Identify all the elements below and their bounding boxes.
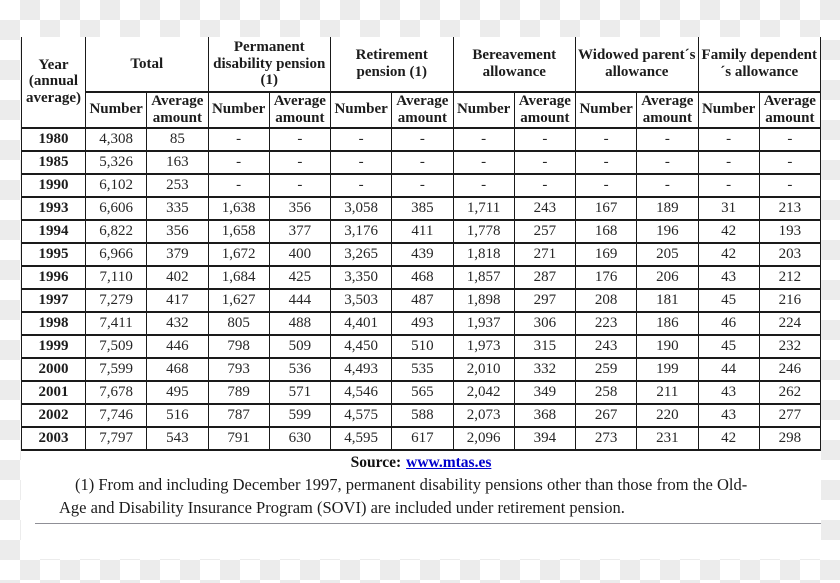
value-cell: 446 (147, 335, 208, 358)
value-cell: - (637, 151, 698, 174)
source-label: Source: (350, 453, 402, 471)
value-cell: 368 (514, 404, 575, 427)
value-cell: - (698, 174, 759, 197)
value-cell: - (392, 174, 453, 197)
table-row (22, 335, 821, 358)
value-cell: 536 (269, 358, 330, 381)
value-cell: - (269, 174, 330, 197)
value-cell: 1,684 (208, 266, 269, 289)
value-cell: - (331, 174, 392, 197)
value-cell: 1,778 (453, 220, 514, 243)
value-cell: - (453, 151, 514, 174)
value-cell: 212 (759, 266, 820, 289)
value-cell: 1,672 (208, 243, 269, 266)
value-cell: - (576, 174, 637, 197)
value-cell: 193 (759, 220, 820, 243)
group-header-permanent-disability: Permanent disability pension (1) (208, 37, 331, 92)
pension-table (21, 37, 821, 451)
value-cell: - (514, 128, 575, 151)
value-cell: 258 (576, 381, 637, 404)
value-cell: 6,966 (86, 243, 147, 266)
value-cell: 793 (208, 358, 269, 381)
table-row (22, 243, 821, 266)
value-cell: 349 (514, 381, 575, 404)
value-cell: 356 (269, 197, 330, 220)
year-cell: 1999 (22, 335, 86, 358)
value-cell: 385 (392, 197, 453, 220)
value-cell: 2,096 (453, 427, 514, 450)
year-cell: 1998 (22, 312, 86, 335)
value-cell: 444 (269, 289, 330, 312)
value-cell: 44 (698, 358, 759, 381)
value-cell: - (453, 174, 514, 197)
subheader-number: Number (86, 92, 147, 128)
value-cell: 417 (147, 289, 208, 312)
group-header-family-dependents-allowance: Family dependent´s allowance (698, 37, 821, 92)
value-cell: 259 (576, 358, 637, 381)
table-row (22, 312, 821, 335)
subheader-row (22, 92, 821, 128)
value-cell: 199 (637, 358, 698, 381)
value-cell: 267 (576, 404, 637, 427)
value-cell: 208 (576, 289, 637, 312)
value-cell: 516 (147, 404, 208, 427)
value-cell: 223 (576, 312, 637, 335)
value-cell: 377 (269, 220, 330, 243)
value-cell: 7,797 (86, 427, 147, 450)
value-cell: 535 (392, 358, 453, 381)
table-row (22, 381, 821, 404)
value-cell: - (392, 151, 453, 174)
group-header-total: Total (86, 37, 209, 92)
value-cell: 543 (147, 427, 208, 450)
value-cell: - (514, 151, 575, 174)
subheader-number: Number (698, 92, 759, 128)
value-cell: 617 (392, 427, 453, 450)
subheader-number: Number (331, 92, 392, 128)
value-cell: 1,857 (453, 266, 514, 289)
value-cell: 4,546 (331, 381, 392, 404)
value-cell: 509 (269, 335, 330, 358)
value-cell: 169 (576, 243, 637, 266)
value-cell: 42 (698, 220, 759, 243)
year-header: Year (annual average) (22, 37, 86, 128)
value-cell: 789 (208, 381, 269, 404)
bottom-rule (35, 523, 821, 524)
year-cell: 2000 (22, 358, 86, 381)
value-cell: 4,595 (331, 427, 392, 450)
value-cell: 181 (637, 289, 698, 312)
value-cell: - (637, 128, 698, 151)
value-cell: 31 (698, 197, 759, 220)
value-cell: 206 (637, 266, 698, 289)
value-cell: 273 (576, 427, 637, 450)
value-cell: 43 (698, 266, 759, 289)
group-header-row (22, 37, 821, 92)
value-cell: - (208, 128, 269, 151)
table-row (22, 358, 821, 381)
table-row (22, 289, 821, 312)
value-cell: 468 (392, 266, 453, 289)
value-cell: 787 (208, 404, 269, 427)
value-cell: 7,599 (86, 358, 147, 381)
subheader-average-amount: Average amount (514, 92, 575, 128)
value-cell: 439 (392, 243, 453, 266)
footnote-line-1: (1) From and including December 1997, permanent disability pensions other than those from the Old- (75, 475, 748, 495)
value-cell: 4,308 (86, 128, 147, 151)
value-cell: 4,450 (331, 335, 392, 358)
value-cell: 168 (576, 220, 637, 243)
value-cell: 315 (514, 335, 575, 358)
value-cell: 297 (514, 289, 575, 312)
value-cell: 186 (637, 312, 698, 335)
table-footer (21, 454, 821, 524)
value-cell: 3,265 (331, 243, 392, 266)
year-cell: 1994 (22, 220, 86, 243)
value-cell: 400 (269, 243, 330, 266)
value-cell: 220 (637, 404, 698, 427)
value-cell: 211 (637, 381, 698, 404)
value-cell: 332 (514, 358, 575, 381)
value-cell: 2,010 (453, 358, 514, 381)
value-cell: 176 (576, 266, 637, 289)
year-cell: 1996 (22, 266, 86, 289)
value-cell: 43 (698, 404, 759, 427)
value-cell: 4,401 (331, 312, 392, 335)
year-cell: 2003 (22, 427, 86, 450)
value-cell: - (269, 151, 330, 174)
table-row (22, 151, 821, 174)
value-cell: 167 (576, 197, 637, 220)
value-cell: 495 (147, 381, 208, 404)
value-cell: 231 (637, 427, 698, 450)
value-cell: 1,818 (453, 243, 514, 266)
value-cell: 468 (147, 358, 208, 381)
table-row (22, 427, 821, 450)
value-cell: 7,746 (86, 404, 147, 427)
value-cell: 6,822 (86, 220, 147, 243)
value-cell: 493 (392, 312, 453, 335)
year-cell: 1980 (22, 128, 86, 151)
value-cell: 3,503 (331, 289, 392, 312)
value-cell: 4,575 (331, 404, 392, 427)
footnote (59, 474, 805, 520)
value-cell: 630 (269, 427, 330, 450)
value-cell: 487 (392, 289, 453, 312)
value-cell: - (759, 128, 820, 151)
value-cell: 1,937 (453, 312, 514, 335)
value-cell: - (759, 151, 820, 174)
year-cell: 1995 (22, 243, 86, 266)
subheader-average-amount: Average amount (759, 92, 820, 128)
source-line (21, 454, 821, 473)
group-header-retirement-pension: Retirement pension (1) (331, 37, 454, 92)
value-cell: 1,627 (208, 289, 269, 312)
value-cell: 190 (637, 335, 698, 358)
value-cell: 306 (514, 312, 575, 335)
value-cell: 43 (698, 381, 759, 404)
value-cell: 45 (698, 335, 759, 358)
value-cell: 599 (269, 404, 330, 427)
value-cell: 203 (759, 243, 820, 266)
value-cell: 196 (637, 220, 698, 243)
value-cell: 425 (269, 266, 330, 289)
value-cell: 246 (759, 358, 820, 381)
value-cell: - (208, 174, 269, 197)
value-cell: 7,411 (86, 312, 147, 335)
value-cell: 2,073 (453, 404, 514, 427)
value-cell: 232 (759, 335, 820, 358)
value-cell: 42 (698, 427, 759, 450)
value-cell: - (576, 151, 637, 174)
value-cell: - (331, 128, 392, 151)
table-row (22, 174, 821, 197)
value-cell: 379 (147, 243, 208, 266)
subheader-average-amount: Average amount (637, 92, 698, 128)
value-cell: 7,509 (86, 335, 147, 358)
value-cell: 46 (698, 312, 759, 335)
value-cell: 411 (392, 220, 453, 243)
value-cell: 277 (759, 404, 820, 427)
value-cell: 1,658 (208, 220, 269, 243)
value-cell: 3,350 (331, 266, 392, 289)
value-cell: 1,638 (208, 197, 269, 220)
subheader-average-amount: Average amount (147, 92, 208, 128)
value-cell: 335 (147, 197, 208, 220)
value-cell: - (759, 174, 820, 197)
value-cell: 163 (147, 151, 208, 174)
value-cell: 7,678 (86, 381, 147, 404)
value-cell: - (208, 151, 269, 174)
value-cell: 262 (759, 381, 820, 404)
value-cell: - (698, 128, 759, 151)
subheader-average-amount: Average amount (392, 92, 453, 128)
value-cell: 216 (759, 289, 820, 312)
value-cell: - (331, 151, 392, 174)
table-row (22, 266, 821, 289)
value-cell: 257 (514, 220, 575, 243)
value-cell: 1,898 (453, 289, 514, 312)
subheader-number: Number (576, 92, 637, 128)
year-cell: 2002 (22, 404, 86, 427)
value-cell: 253 (147, 174, 208, 197)
value-cell: 2,042 (453, 381, 514, 404)
value-cell: - (698, 151, 759, 174)
value-cell: 205 (637, 243, 698, 266)
value-cell: 571 (269, 381, 330, 404)
value-cell: 243 (576, 335, 637, 358)
subheader-average-amount: Average amount (269, 92, 330, 128)
value-cell: 791 (208, 427, 269, 450)
value-cell: 1,973 (453, 335, 514, 358)
value-cell: 287 (514, 266, 575, 289)
table-row (22, 128, 821, 151)
group-header-bereavement-allowance: Bereavement allowance (453, 37, 576, 92)
subheader-number: Number (453, 92, 514, 128)
value-cell: 588 (392, 404, 453, 427)
value-cell: - (637, 174, 698, 197)
subheader-number: Number (208, 92, 269, 128)
value-cell: 7,279 (86, 289, 147, 312)
table-row (22, 220, 821, 243)
value-cell: 805 (208, 312, 269, 335)
value-cell: 402 (147, 266, 208, 289)
table-panel (21, 37, 821, 559)
year-cell: 2001 (22, 381, 86, 404)
footnote-line-2: Age and Disability Insurance Program (SOVI) are included under retirement pension. (59, 497, 625, 517)
year-cell: 1993 (22, 197, 86, 220)
value-cell: - (269, 128, 330, 151)
value-cell: 5,326 (86, 151, 147, 174)
year-cell: 1985 (22, 151, 86, 174)
value-cell: 224 (759, 312, 820, 335)
value-cell: 488 (269, 312, 330, 335)
value-cell: 6,606 (86, 197, 147, 220)
group-header-widowed-parents-allowance: Widowed parent´s allowance (576, 37, 699, 92)
value-cell: - (392, 128, 453, 151)
value-cell: 243 (514, 197, 575, 220)
value-cell: 271 (514, 243, 575, 266)
value-cell: 6,102 (86, 174, 147, 197)
source-link[interactable]: www.mtas.es (406, 453, 492, 471)
value-cell: 394 (514, 427, 575, 450)
value-cell: 432 (147, 312, 208, 335)
table-row (22, 197, 821, 220)
year-cell: 1990 (22, 174, 86, 197)
value-cell: 356 (147, 220, 208, 243)
value-cell: 4,493 (331, 358, 392, 381)
value-cell: - (576, 128, 637, 151)
value-cell: 7,110 (86, 266, 147, 289)
value-cell: 45 (698, 289, 759, 312)
value-cell: 510 (392, 335, 453, 358)
value-cell: 85 (147, 128, 208, 151)
value-cell: 565 (392, 381, 453, 404)
value-cell: 189 (637, 197, 698, 220)
value-cell: 42 (698, 243, 759, 266)
value-cell: 298 (759, 427, 820, 450)
value-cell: 213 (759, 197, 820, 220)
table-row (22, 404, 821, 427)
value-cell: 798 (208, 335, 269, 358)
value-cell: 3,058 (331, 197, 392, 220)
value-cell: - (514, 174, 575, 197)
value-cell: - (453, 128, 514, 151)
year-cell: 1997 (22, 289, 86, 312)
value-cell: 1,711 (453, 197, 514, 220)
table-body (22, 128, 821, 450)
value-cell: 3,176 (331, 220, 392, 243)
